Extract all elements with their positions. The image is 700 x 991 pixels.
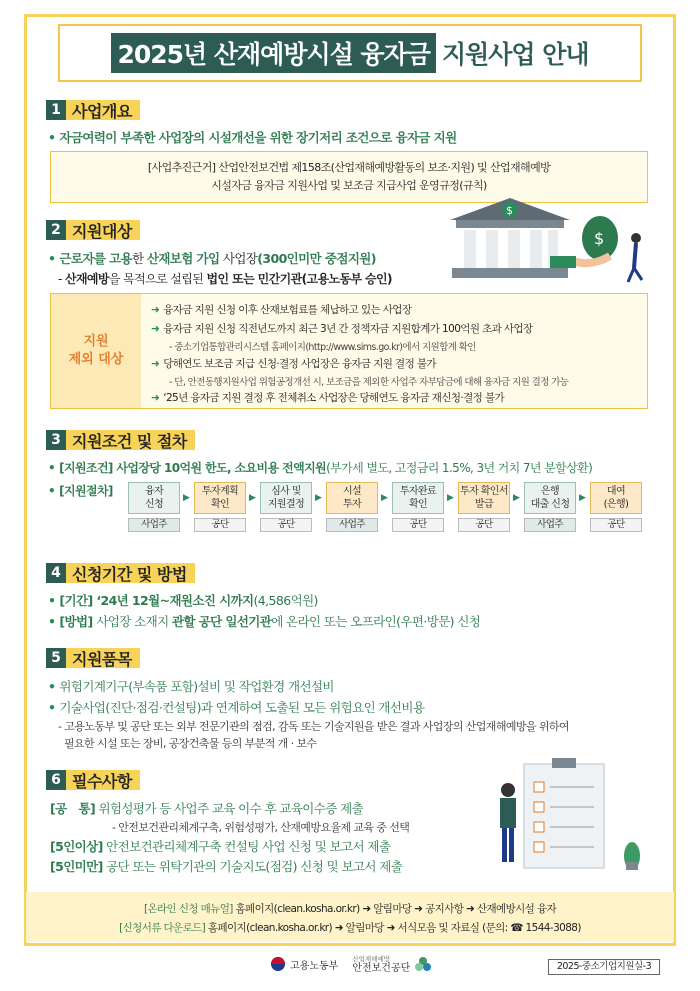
basis-line-2: 시설자금 융자금 지원사업 및 보조금 지급사업 운영규정(규칙)	[211, 179, 487, 192]
procedure-actor: 사업주	[128, 518, 180, 532]
bank-money-illustration	[430, 190, 660, 290]
exclusion-box	[50, 293, 648, 409]
basis-line-1: [사업추진근거] 산업안전보건법 제158조(산업재해예방활동의 보조·지원) 및 산업재해예방	[147, 161, 551, 174]
procedure-step: 심사 및 지원결정	[260, 482, 312, 514]
procedure-step: 시설 투자	[326, 482, 378, 514]
procedure-step: 융자 신청	[128, 482, 180, 514]
section-label: 사업개요	[66, 100, 140, 120]
exclusion-item: ➜ 융자금 지원 신청 직전년도까지 최근 3년 간 정책자금 지원합계가 100억원 초과 사업장	[151, 323, 533, 335]
exclusion-subnote: - 단, 안전동행지원사업 위험공정개선 시, 보조금을 제외한 사업주 자부담금에 대해 융자금 지원 결정 가능	[169, 377, 569, 388]
procedure-actor: 공단	[590, 518, 642, 532]
section-label: 필수사항	[66, 770, 140, 790]
section-number: 2	[46, 220, 66, 240]
section-2-header	[46, 220, 140, 240]
flow-arrow-icon: ▶	[447, 493, 454, 503]
flow-arrow-icon: ▶	[249, 493, 256, 503]
s1-bullet: • 자금여력이 부족한 사업장의 시설개선을 위한 장기저리 조건으로 융자금 지원	[48, 130, 457, 145]
procedure-actor: 공단	[458, 518, 510, 532]
exclusion-item: ➜ ‘25년 융자금 지원 결정 후 전체취소 사업장은 당해연도 융자금 재신청·결정 불가	[151, 392, 505, 404]
flow-arrow-icon: ▶	[381, 493, 388, 503]
section-4-header	[46, 563, 195, 583]
exclusion-label: 지원 제외 대상	[51, 294, 141, 408]
section-5-header	[46, 648, 140, 668]
s5-item-2: • 기술사업(진단·점검·컨설팅)과 연계하여 도출된 모든 위험요인 개선비용	[48, 700, 425, 715]
procedure-actor: 공단	[392, 518, 444, 532]
procedure-actor: 공단	[260, 518, 312, 532]
s6-req-common-sub: - 안전보건관리체계구축, 위험성평가, 산재예방요율제 교육 중 선택	[112, 821, 410, 834]
s3-condition: • [지원조건] 사업장당 10억원 한도, 소요비용 전액지원(부가세 별도, 고정금리 1.5%, 3년 거치 7년 분할상환)	[48, 461, 593, 475]
procedure-step: 투자완료 확인	[392, 482, 444, 514]
kosha-logo: 산업재해예방 안전보건공단	[352, 954, 432, 974]
s2-bullet-2: - 산재예방을 목적으로 설립된 법인 또는 민간기관(고용노동부 승인)	[58, 272, 392, 286]
exclusion-item: ➜ 융자금 지원 신청 이후 산재보험료를 체납하고 있는 사업장	[151, 304, 412, 316]
procedure-step: 은행 대출 신청	[524, 482, 576, 514]
s6-req-under5: [5인미만] 공단 또는 위탁기관의 기술지도(점검) 신청 및 보고서 제출	[50, 859, 403, 874]
taegeuk-icon	[270, 956, 286, 972]
document-code: 2025-중소기업지원실-3	[548, 959, 660, 975]
exclusion-item: ➜ 당해연도 보조금 지급 신청·결정 사업장은 융자금 지원 결정 불가	[151, 358, 436, 370]
s5-subnote-1: - 고용노동부 및 공단 또는 외부 전문기관의 점검, 감독 또는 기술지원을 받은 결과 사업장의 산업재해예방을 위하여	[58, 720, 569, 733]
procedure-actor: 사업주	[326, 518, 378, 532]
footer-logos	[270, 954, 432, 974]
procedure-actor: 사업주	[524, 518, 576, 532]
section-number: 5	[46, 648, 66, 668]
section-number: 4	[46, 563, 66, 583]
section-6-header	[46, 770, 140, 790]
s6-req-5plus: [5인이상] 안전보건관리체계구축 컨설팅 사업 신청 및 보고서 제출	[50, 839, 391, 854]
exclusion-subnote: - 중소기업통합관리시스템 홈페이지(http://www.sims.go.kr)에서 지원합계 확인	[169, 342, 476, 353]
flow-arrow-icon: ▶	[183, 493, 190, 503]
footer-download-line: [신청서류 다운로드] 홈페이지(clean.kosha.or.kr) ➜ 알림마당 ➜ 서식모음 및 자료실 (문의: ☎ 1544-3088)	[119, 922, 581, 934]
flow-arrow-icon: ▶	[315, 493, 322, 503]
procedure-step: 투자계획 확인	[194, 482, 246, 514]
flow-arrow-icon: ▶	[579, 493, 586, 503]
section-label: 지원대상	[66, 220, 140, 240]
section-number: 1	[46, 100, 66, 120]
s6-req-common: [공 통] 위험성평가 등 사업주 교육 이수 후 교육이수증 제출	[50, 801, 364, 816]
kosha-leaf-icon	[414, 956, 432, 972]
section-number: 6	[46, 770, 66, 790]
checklist-illustration	[476, 756, 652, 874]
title-rest: 지원사업 안내	[441, 40, 589, 69]
page-title	[58, 24, 642, 82]
s3-procedure-label: • [지원절차]	[48, 484, 113, 498]
section-1-header	[46, 100, 140, 120]
procedure-step: 투자 확인서 발급	[458, 482, 510, 514]
section-label: 지원조건 및 절차	[66, 430, 195, 450]
s4-method: • [방법] 사업장 소재지 관할 공단 일선기관에 온라인 또는 오프라인(우편·방문) 신청	[48, 614, 481, 629]
procedure-actor: 공단	[194, 518, 246, 532]
svg-text:$: $	[594, 229, 605, 248]
footer-manual-line: [온라인 신청 매뉴얼] 홈페이지(clean.kosha.or.kr) ➜ 알림마당 ➜ 공지사항 ➜ 산재예방시설 융자	[143, 903, 557, 915]
s2-bullet-1: • 근로자를 고용한 산재보험 가입 사업장(300인미만 중점지원)	[48, 251, 376, 266]
section-number: 3	[46, 430, 66, 450]
svg-text:$: $	[506, 204, 513, 217]
procedure-step: 대여 (은행)	[590, 482, 642, 514]
section-label: 지원품목	[66, 648, 140, 668]
s4-period: • [기간] ‘24년 12월~재원소진 시까지(4,586억원)	[48, 593, 318, 608]
moel-logo: 고용노동부	[270, 956, 338, 972]
s5-item-1: • 위험기계기구(부속품 포함)설비 및 작업환경 개선설비	[48, 679, 334, 694]
flow-arrow-icon: ▶	[513, 493, 520, 503]
section-3-header	[46, 430, 195, 450]
title-highlight: 2025년 산재예방시설 융자금	[111, 33, 436, 73]
s5-subnote-2: 필요한 시설 또는 장비, 공장건축물 등의 부분적 개 · 보수	[64, 737, 317, 750]
section-label: 신청기간 및 방법	[66, 563, 195, 583]
